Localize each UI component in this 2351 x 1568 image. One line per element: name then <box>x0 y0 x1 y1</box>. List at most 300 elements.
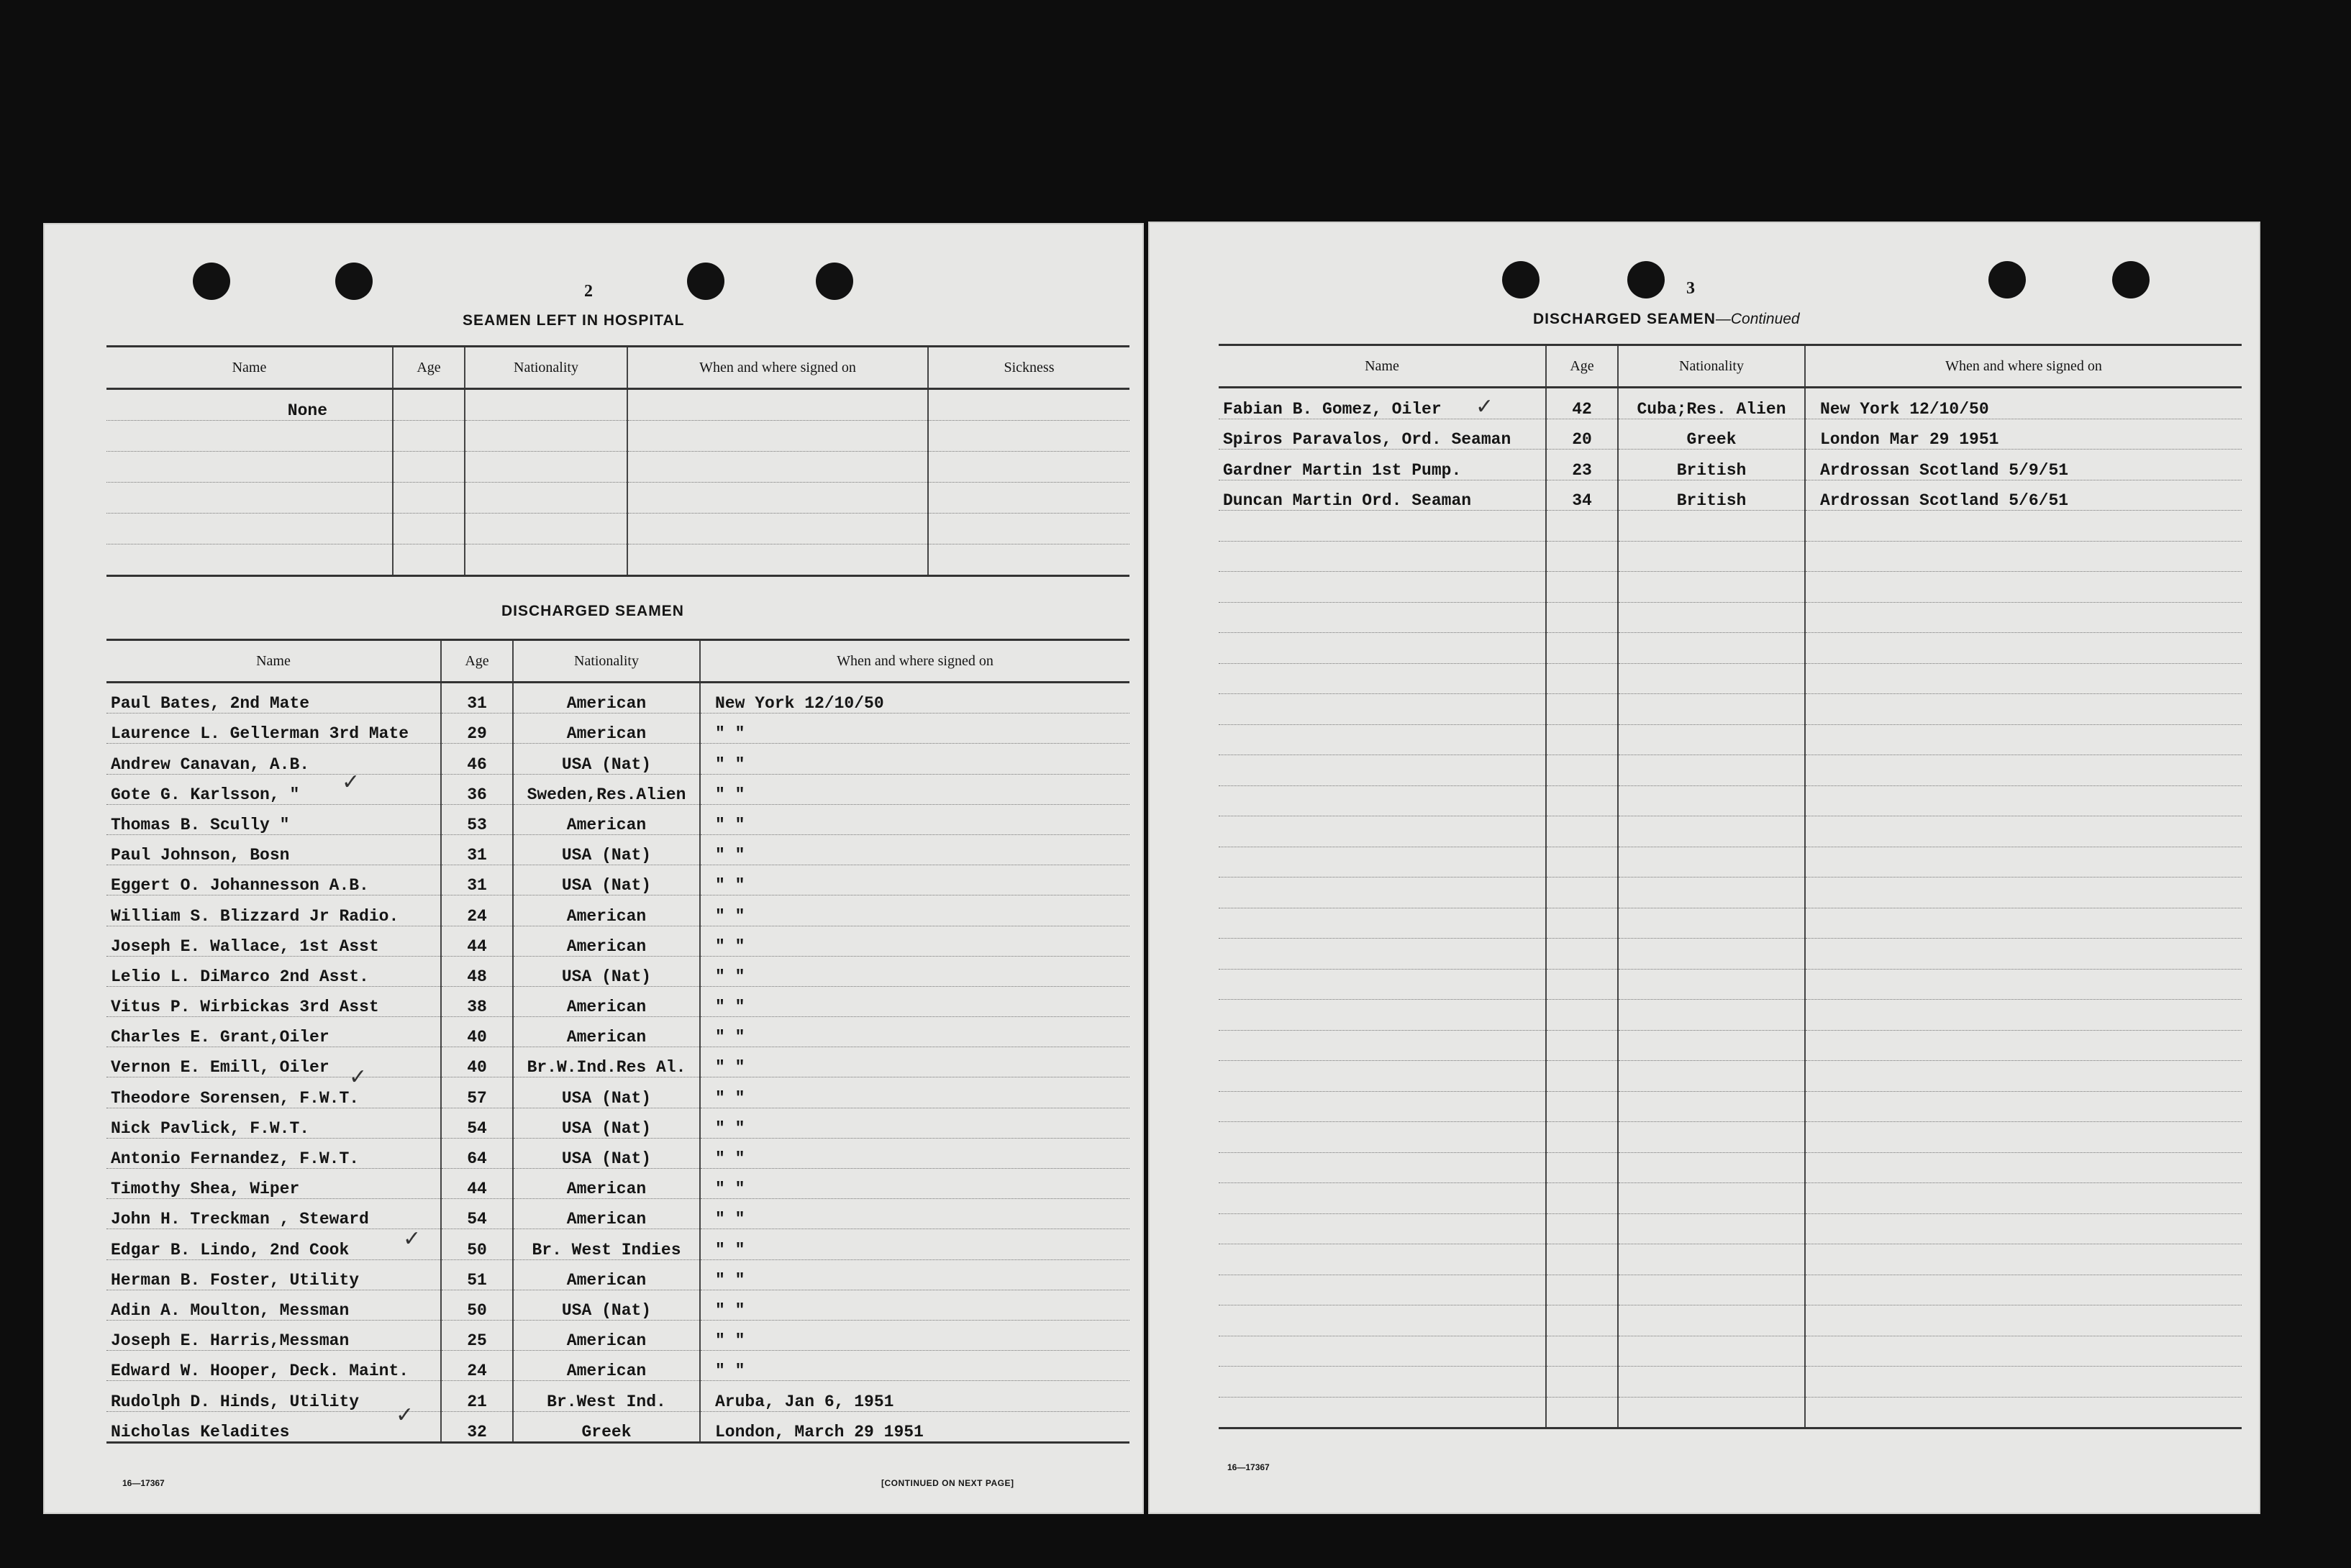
cell-age: 34 <box>1546 480 1618 511</box>
section-title-suffix: —Continued <box>1715 311 1800 327</box>
table-row <box>1219 1275 2242 1305</box>
table-row <box>1219 1091 2242 1122</box>
cell-signed-on: London, March 29 1951 <box>700 1411 1129 1442</box>
table-row <box>106 804 1129 834</box>
form-code: 16—17367 <box>122 1478 165 1488</box>
cell-nationality <box>1618 1336 1805 1367</box>
cell-signed-on <box>1805 847 2242 878</box>
punch-hole <box>193 263 230 300</box>
cell-signed-on <box>1805 1397 2242 1428</box>
cell-nationality: American <box>513 804 700 834</box>
cell-name <box>1219 1397 1546 1428</box>
cell-age <box>1546 1000 1618 1031</box>
col-header-nationality: Nationality <box>1618 345 1805 388</box>
section-title-discharged-continued <box>1533 311 1800 328</box>
punch-hole <box>816 263 853 300</box>
cell-signed-on <box>1805 1275 2242 1305</box>
cell-age <box>1546 511 1618 542</box>
cell-nationality <box>1618 1213 1805 1244</box>
cell-signed-on <box>1805 969 2242 1000</box>
cell-age <box>1546 541 1618 572</box>
cell-signed-on: " " <box>700 1320 1129 1350</box>
cell-name: Andrew Canavan, A.B. <box>106 744 441 774</box>
table-row <box>106 895 1129 926</box>
cell-name <box>1219 663 1546 694</box>
section-title-hospital: SEAMEN LEFT IN HOSPITAL <box>463 312 685 329</box>
cell-signed-on <box>1805 572 2242 603</box>
cell-age <box>1546 1152 1618 1183</box>
table-row <box>106 1047 1129 1077</box>
check-mark-icon: ✓ <box>403 1226 422 1252</box>
table-row <box>106 1199 1129 1229</box>
cell-nationality <box>1618 878 1805 908</box>
cell-age <box>1546 1213 1618 1244</box>
page-number: 3 <box>1686 279 1695 298</box>
cell-nationality <box>1618 1061 1805 1092</box>
cell-signed-on <box>1805 1336 2242 1367</box>
cell-age: 20 <box>1546 419 1618 450</box>
cell-name: Gardner Martin 1st Pump. <box>1219 450 1546 480</box>
page-number: 2 <box>584 282 593 301</box>
cell-signed-on <box>1805 755 2242 786</box>
cell-age: 21 <box>441 1381 513 1411</box>
cell-name <box>1219 1152 1546 1183</box>
table-row <box>1219 1152 2242 1183</box>
cell-signed-on <box>1805 1367 2242 1398</box>
cell-nationality: Br.W.Ind.Res Al. <box>513 1047 700 1077</box>
cell-signed-on <box>1805 1244 2242 1275</box>
cell-sickness <box>928 389 1129 421</box>
cell-name: Thomas B. Scully " <box>106 804 441 834</box>
table-row <box>1219 663 2242 694</box>
cell-nationality: Cuba;Res. Alien <box>1618 388 1805 419</box>
table-row <box>106 1169 1129 1199</box>
cell-name <box>1219 908 1546 939</box>
cell-age <box>1546 633 1618 664</box>
table-row <box>106 1381 1129 1411</box>
cell-signed-on <box>1805 1091 2242 1122</box>
table-row <box>106 865 1129 895</box>
punch-hole <box>1502 261 1540 298</box>
cell-age: 31 <box>441 683 513 714</box>
cell-name: Spiros Paravalos, Ord. Seaman <box>1219 419 1546 450</box>
page-left <box>43 223 1144 1514</box>
punch-hole <box>1988 261 2026 298</box>
cell-age: 32 <box>441 1411 513 1442</box>
cell-age <box>1546 755 1618 786</box>
cell-age: 57 <box>441 1077 513 1108</box>
cell-signed-on: " " <box>700 1077 1129 1108</box>
cell-name <box>1219 572 1546 603</box>
cell-nationality <box>1618 969 1805 1000</box>
cell-name <box>1219 1244 1546 1275</box>
cell-age: 24 <box>441 1351 513 1381</box>
cell-nationality: USA (Nat) <box>513 1077 700 1108</box>
cell-nationality: American <box>513 1169 700 1199</box>
punch-hole <box>2112 261 2150 298</box>
cell-age <box>1546 1275 1618 1305</box>
table-row <box>1219 602 2242 633</box>
col-header-name: Name <box>1219 345 1546 388</box>
table-row <box>106 986 1129 1016</box>
cell-nationality: Sweden,Res.Alien <box>513 774 700 804</box>
cell-signed-on <box>1805 633 2242 664</box>
cell-name <box>1219 602 1546 633</box>
cell-name <box>1219 1122 1546 1153</box>
cell-signed-on: Ardrossan Scotland 5/9/51 <box>1805 450 2242 480</box>
table-row <box>1219 1367 2242 1398</box>
cell-nationality: American <box>513 1199 700 1229</box>
table-row <box>106 683 1129 714</box>
cell-nationality: American <box>513 926 700 956</box>
cell-age: 31 <box>441 834 513 865</box>
cell-name: Edgar B. Lindo, 2nd Cook <box>106 1229 441 1259</box>
cell-age <box>393 389 465 421</box>
table-row <box>1219 939 2242 970</box>
cell-signed-on: " " <box>700 956 1129 986</box>
cell-signed-on <box>1805 724 2242 755</box>
cell-name: Paul Johnson, Bosn <box>106 834 441 865</box>
table-row <box>106 1320 1129 1350</box>
check-mark-icon: ✓ <box>1475 394 1494 419</box>
cell-age <box>1546 1030 1618 1061</box>
cell-age: 40 <box>441 1047 513 1077</box>
cell-age <box>1546 724 1618 755</box>
cell-nationality: USA (Nat) <box>513 834 700 865</box>
cell-age <box>1546 663 1618 694</box>
cell-name: Herman B. Foster, Utility <box>106 1259 441 1290</box>
cell-signed-on: " " <box>700 1199 1129 1229</box>
cell-nationality: American <box>513 986 700 1016</box>
cell-age <box>1546 908 1618 939</box>
cell-nationality <box>1618 1030 1805 1061</box>
cell-signed-on <box>1805 511 2242 542</box>
cell-name: Lelio L. DiMarco 2nd Asst. <box>106 956 441 986</box>
cell-name: Rudolph D. Hinds, Utility <box>106 1381 441 1411</box>
cell-age: 40 <box>441 1017 513 1047</box>
cell-nationality: USA (Nat) <box>513 865 700 895</box>
cell-age <box>1546 816 1618 847</box>
table-header-row <box>106 347 1129 389</box>
table-row <box>106 544 1129 576</box>
table-header-row <box>1219 345 2242 388</box>
table-header-row <box>106 640 1129 683</box>
cell-name <box>1219 1305 1546 1336</box>
cell-signed-on: New York 12/10/50 <box>1805 388 2242 419</box>
cell-signed-on <box>627 389 928 421</box>
table-row <box>1219 1213 2242 1244</box>
table-row <box>1219 511 2242 542</box>
cell-name: Laurence L. Gellerman 3rd Mate <box>106 714 441 744</box>
cell-age <box>1546 1367 1618 1398</box>
cell-nationality <box>1618 1152 1805 1183</box>
cell-name <box>1219 1091 1546 1122</box>
cell-signed-on: " " <box>700 1169 1129 1199</box>
table-row <box>1219 633 2242 664</box>
table-row <box>106 1290 1129 1320</box>
table-row <box>1219 1183 2242 1214</box>
cell-signed-on: Ardrossan Scotland 5/6/51 <box>1805 480 2242 511</box>
table-row <box>106 452 1129 483</box>
cell-nationality <box>1618 1397 1805 1428</box>
cell-name: None <box>106 389 393 421</box>
table-row <box>106 514 1129 544</box>
col-header-signed-on: When and where signed on <box>1805 345 2242 388</box>
cell-age <box>1546 602 1618 633</box>
cell-age: 50 <box>441 1290 513 1320</box>
table-row <box>1219 755 2242 786</box>
table-row <box>1219 1122 2242 1153</box>
cell-age <box>1546 1305 1618 1336</box>
cell-age <box>1546 1397 1618 1428</box>
cell-nationality: American <box>513 1320 700 1350</box>
col-header-nationality: Nationality <box>465 347 627 389</box>
check-mark-icon: ✓ <box>349 1065 368 1090</box>
cell-name: Eggert O. Johannesson A.B. <box>106 865 441 895</box>
cell-signed-on <box>1805 1305 2242 1336</box>
cell-nationality <box>1618 1183 1805 1214</box>
cell-age: 50 <box>441 1229 513 1259</box>
table-row <box>1219 816 2242 847</box>
cell-nationality <box>1618 1122 1805 1153</box>
punch-hole <box>335 263 373 300</box>
cell-nationality: USA (Nat) <box>513 1108 700 1138</box>
cell-signed-on <box>1805 1152 2242 1183</box>
cell-nationality: American <box>513 714 700 744</box>
cell-name <box>1219 939 1546 970</box>
cell-name: Fabian B. Gomez, Oiler <box>1219 388 1546 419</box>
cell-signed-on <box>1805 694 2242 725</box>
cell-name: Paul Bates, 2nd Mate <box>106 683 441 714</box>
table-row <box>1219 878 2242 908</box>
table-row <box>1219 1030 2242 1061</box>
cell-nationality <box>1618 816 1805 847</box>
cell-nationality <box>1618 785 1805 816</box>
table-row <box>106 1351 1129 1381</box>
cell-name <box>1219 1336 1546 1367</box>
cell-age: 53 <box>441 804 513 834</box>
table-row <box>106 1411 1129 1442</box>
table-row <box>106 926 1129 956</box>
cell-signed-on <box>1805 1000 2242 1031</box>
cell-nationality <box>1618 1000 1805 1031</box>
table-row <box>1219 1305 2242 1336</box>
cell-name <box>1219 1275 1546 1305</box>
cell-nationality <box>465 389 627 421</box>
table-row <box>1219 419 2242 450</box>
col-header-nationality: Nationality <box>513 640 700 683</box>
cell-age: 51 <box>441 1259 513 1290</box>
cell-nationality: USA (Nat) <box>513 956 700 986</box>
cell-name <box>1219 1000 1546 1031</box>
cell-nationality: USA (Nat) <box>513 1290 700 1320</box>
cell-nationality <box>1618 602 1805 633</box>
col-header-sickness: Sickness <box>928 347 1129 389</box>
form-code: 16—17367 <box>1227 1462 1270 1472</box>
cell-name <box>1219 1061 1546 1092</box>
cell-nationality: American <box>513 683 700 714</box>
table-row <box>1219 1244 2242 1275</box>
cell-age: 46 <box>441 744 513 774</box>
cell-name <box>1219 755 1546 786</box>
cell-signed-on: " " <box>700 774 1129 804</box>
table-row <box>1219 1397 2242 1428</box>
cell-signed-on: New York 12/10/50 <box>700 683 1129 714</box>
cell-name: Adin A. Moulton, Messman <box>106 1290 441 1320</box>
cell-nationality <box>1618 633 1805 664</box>
cell-signed-on: " " <box>700 1259 1129 1290</box>
cell-name <box>1219 724 1546 755</box>
cell-nationality <box>1618 663 1805 694</box>
check-mark-icon: ✓ <box>342 770 360 795</box>
cell-name: Edward W. Hooper, Deck. Maint. <box>106 1351 441 1381</box>
table-row <box>106 389 1129 421</box>
cell-age <box>1546 878 1618 908</box>
table-row <box>1219 480 2242 511</box>
cell-nationality: American <box>513 1351 700 1381</box>
cell-signed-on: " " <box>700 926 1129 956</box>
cell-signed-on <box>1805 785 2242 816</box>
cell-age <box>1546 572 1618 603</box>
cell-signed-on <box>1805 1122 2242 1153</box>
table-row <box>1219 450 2242 480</box>
table-row <box>1219 572 2242 603</box>
cell-age: 29 <box>441 714 513 744</box>
cell-nationality <box>1618 541 1805 572</box>
punch-hole <box>1627 261 1665 298</box>
col-header-name: Name <box>106 347 393 389</box>
cell-signed-on <box>1805 602 2242 633</box>
cell-name <box>1219 541 1546 572</box>
cell-name <box>1219 511 1546 542</box>
cell-age <box>1546 785 1618 816</box>
cell-name: Vitus P. Wirbickas 3rd Asst <box>106 986 441 1016</box>
cell-nationality <box>1618 755 1805 786</box>
col-header-name: Name <box>106 640 441 683</box>
cell-signed-on <box>1805 1030 2242 1061</box>
cell-age: 54 <box>441 1199 513 1229</box>
cell-signed-on: " " <box>700 834 1129 865</box>
cell-name: Vernon E. Emill, Oiler <box>106 1047 441 1077</box>
cell-name: Nick Pavlick, F.W.T. <box>106 1108 441 1138</box>
cell-name <box>1219 1213 1546 1244</box>
table-row <box>106 834 1129 865</box>
discharged-continued-table <box>1219 344 2242 1429</box>
cell-nationality: Br. West Indies <box>513 1229 700 1259</box>
cell-nationality: American <box>513 1259 700 1290</box>
col-header-signed-on: When and where signed on <box>627 347 928 389</box>
page-right <box>1148 222 2260 1514</box>
cell-signed-on: London Mar 29 1951 <box>1805 419 2242 450</box>
table-row <box>1219 1336 2242 1367</box>
cell-signed-on: " " <box>700 1017 1129 1047</box>
cell-nationality <box>1618 694 1805 725</box>
col-header-age: Age <box>1546 345 1618 388</box>
cell-signed-on: " " <box>700 1351 1129 1381</box>
cell-name <box>1219 847 1546 878</box>
cell-signed-on <box>1805 878 2242 908</box>
cell-name: Timothy Shea, Wiper <box>106 1169 441 1199</box>
hospital-table <box>106 345 1129 577</box>
cell-nationality: American <box>513 895 700 926</box>
table-row <box>1219 1061 2242 1092</box>
cell-signed-on <box>1805 1213 2242 1244</box>
cell-nationality <box>1618 1275 1805 1305</box>
table-row <box>106 1138 1129 1168</box>
cell-name <box>1219 1030 1546 1061</box>
table-row <box>106 774 1129 804</box>
table-row <box>1219 388 2242 419</box>
table-row <box>1219 785 2242 816</box>
cell-age: 48 <box>441 956 513 986</box>
table-row <box>106 714 1129 744</box>
cell-age: 44 <box>441 926 513 956</box>
cell-signed-on: " " <box>700 1047 1129 1077</box>
table-row <box>106 1108 1129 1138</box>
cell-signed-on <box>1805 939 2242 970</box>
table-row <box>106 1259 1129 1290</box>
cell-name: Theodore Sorensen, F.W.T. <box>106 1077 441 1108</box>
cell-name: Duncan Martin Ord. Seaman <box>1219 480 1546 511</box>
cell-name: Joseph E. Harris,Messman <box>106 1320 441 1350</box>
cell-age <box>1546 1336 1618 1367</box>
cell-nationality <box>1618 1091 1805 1122</box>
table-row <box>106 1017 1129 1047</box>
cell-signed-on: " " <box>700 1229 1129 1259</box>
cell-signed-on: Aruba, Jan 6, 1951 <box>700 1381 1129 1411</box>
continued-note: [CONTINUED ON NEXT PAGE] <box>881 1478 1014 1488</box>
cell-signed-on: " " <box>700 895 1129 926</box>
cell-age: 64 <box>441 1138 513 1168</box>
cell-nationality <box>1618 847 1805 878</box>
table-row <box>1219 969 2242 1000</box>
cell-signed-on: " " <box>700 804 1129 834</box>
col-header-age: Age <box>393 347 465 389</box>
cell-signed-on <box>1805 816 2242 847</box>
table-row <box>1219 541 2242 572</box>
cell-age <box>1546 847 1618 878</box>
cell-nationality <box>1618 511 1805 542</box>
cell-signed-on: " " <box>700 1290 1129 1320</box>
cell-nationality: American <box>513 1017 700 1047</box>
table-row <box>106 1077 1129 1108</box>
cell-nationality <box>1618 939 1805 970</box>
cell-signed-on: " " <box>700 865 1129 895</box>
cell-age: 42 <box>1546 388 1618 419</box>
cell-name: John H. Treckman , Steward <box>106 1199 441 1229</box>
cell-signed-on <box>1805 1061 2242 1092</box>
cell-name <box>1219 969 1546 1000</box>
cell-signed-on <box>1805 663 2242 694</box>
col-header-signed-on: When and where signed on <box>700 640 1129 683</box>
cell-name <box>1219 1367 1546 1398</box>
cell-nationality <box>1618 1305 1805 1336</box>
cell-signed-on: " " <box>700 1108 1129 1138</box>
cell-signed-on: " " <box>700 1138 1129 1168</box>
cell-nationality: British <box>1618 450 1805 480</box>
cell-name <box>1219 785 1546 816</box>
table-row <box>1219 908 2242 939</box>
cell-name <box>1219 878 1546 908</box>
cell-nationality <box>1618 908 1805 939</box>
cell-nationality <box>1618 724 1805 755</box>
cell-age: 25 <box>441 1320 513 1350</box>
cell-age: 24 <box>441 895 513 926</box>
table-row <box>1219 847 2242 878</box>
cell-nationality: British <box>1618 480 1805 511</box>
cell-age <box>1546 1122 1618 1153</box>
table-row <box>106 483 1129 514</box>
